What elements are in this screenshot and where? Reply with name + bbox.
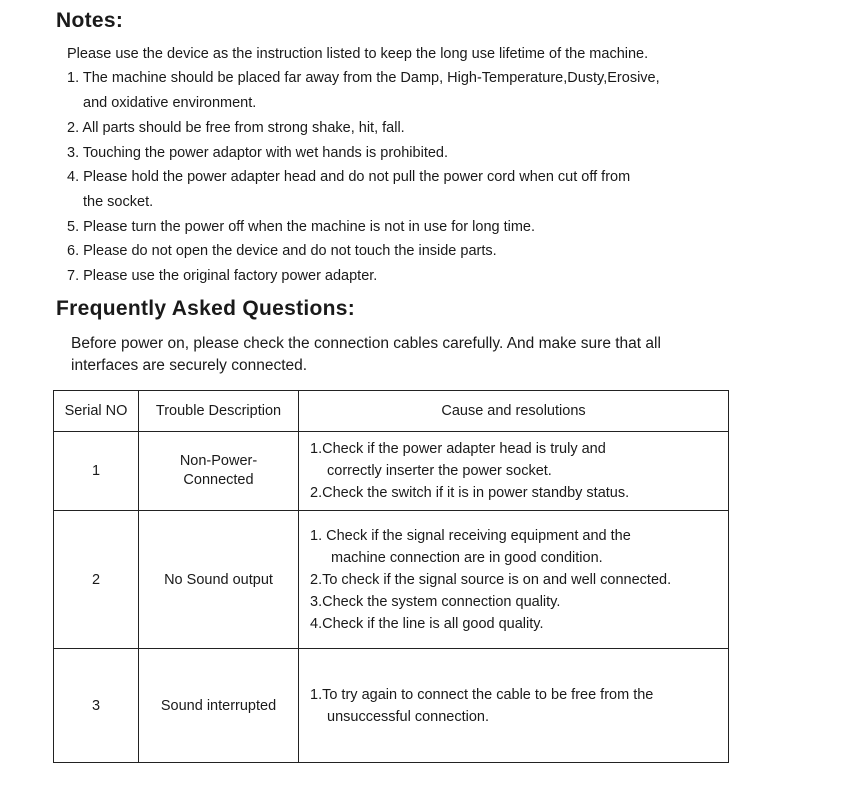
cause-line: 1. Check if the signal receiving equipment and the bbox=[310, 527, 631, 544]
table-row bbox=[54, 649, 729, 763]
faq-intro-line-2: interfaces are securely connected. bbox=[71, 357, 308, 374]
trouble-cell: Sound interrupted bbox=[139, 649, 299, 763]
note-item-7: 7. Please use the original factory power adapter. bbox=[67, 268, 378, 284]
cause-cell bbox=[299, 432, 729, 511]
table-header-row bbox=[54, 391, 729, 432]
serial-cell: 2 bbox=[54, 511, 139, 649]
faq-intro-line-1: Before power on, please check the connection cables carefully. And make sure that all bbox=[71, 335, 661, 352]
faq-heading: Frequently Asked Questions: bbox=[56, 297, 356, 320]
note-item-2: 2. All parts should be free from strong shake, hit, fall. bbox=[67, 120, 405, 136]
note-item-4: 4. Please hold the power adapter head and do not pull the power cord when cut off from bbox=[67, 169, 631, 185]
cause-line: 4.Check if the line is all good quality. bbox=[310, 615, 544, 632]
cause-cell bbox=[299, 649, 729, 763]
serial-cell: 1 bbox=[54, 432, 139, 511]
note-item-4-cont: the socket. bbox=[83, 194, 154, 210]
cause-line: 2.To check if the signal source is on and well connected. bbox=[310, 571, 672, 588]
trouble-cell bbox=[139, 432, 299, 511]
notes-heading: Notes: bbox=[56, 9, 124, 32]
cause-line: 3.Check the system connection quality. bbox=[310, 593, 561, 610]
table-row bbox=[54, 432, 729, 511]
table-row bbox=[54, 511, 729, 649]
header-trouble-description: Trouble Description bbox=[139, 391, 299, 432]
trouble-cell: No Sound output bbox=[139, 511, 299, 649]
cause-line: unsuccessful connection. bbox=[327, 708, 490, 725]
header-serial-no: Serial NO bbox=[54, 391, 139, 432]
header-cause-resolutions: Cause and resolutions bbox=[299, 391, 729, 432]
faq-table bbox=[53, 390, 729, 763]
note-item-1-cont: and oxidative environment. bbox=[83, 95, 257, 111]
trouble-line: Non-Power- bbox=[179, 453, 258, 469]
cause-line: correctly inserter the power socket. bbox=[327, 463, 552, 479]
trouble-line: Connected bbox=[183, 472, 254, 488]
cause-cell bbox=[299, 511, 729, 649]
cause-line: 2.Check the switch if it is in power standby status. bbox=[310, 485, 630, 501]
note-item-6: 6. Please do not open the device and do not touch the inside parts. bbox=[67, 243, 497, 259]
note-item-3: 3. Touching the power adaptor with wet hands is prohibited. bbox=[67, 145, 449, 161]
note-item-1: 1. The machine should be placed far away from the Damp, High-Temperature,Dusty,Erosive, bbox=[67, 70, 660, 86]
notes-intro: Please use the device as the instruction listed to keep the long use lifetime of the machine. bbox=[67, 46, 649, 62]
cause-line: machine connection are in good condition. bbox=[331, 549, 603, 566]
serial-cell: 3 bbox=[54, 649, 139, 763]
cause-line: 1.Check if the power adapter head is truly and bbox=[310, 441, 606, 457]
cause-line: 1.To try again to connect the cable to be free from the bbox=[310, 686, 654, 703]
note-item-5: 5. Please turn the power off when the machine is not in use for long time. bbox=[67, 219, 536, 235]
